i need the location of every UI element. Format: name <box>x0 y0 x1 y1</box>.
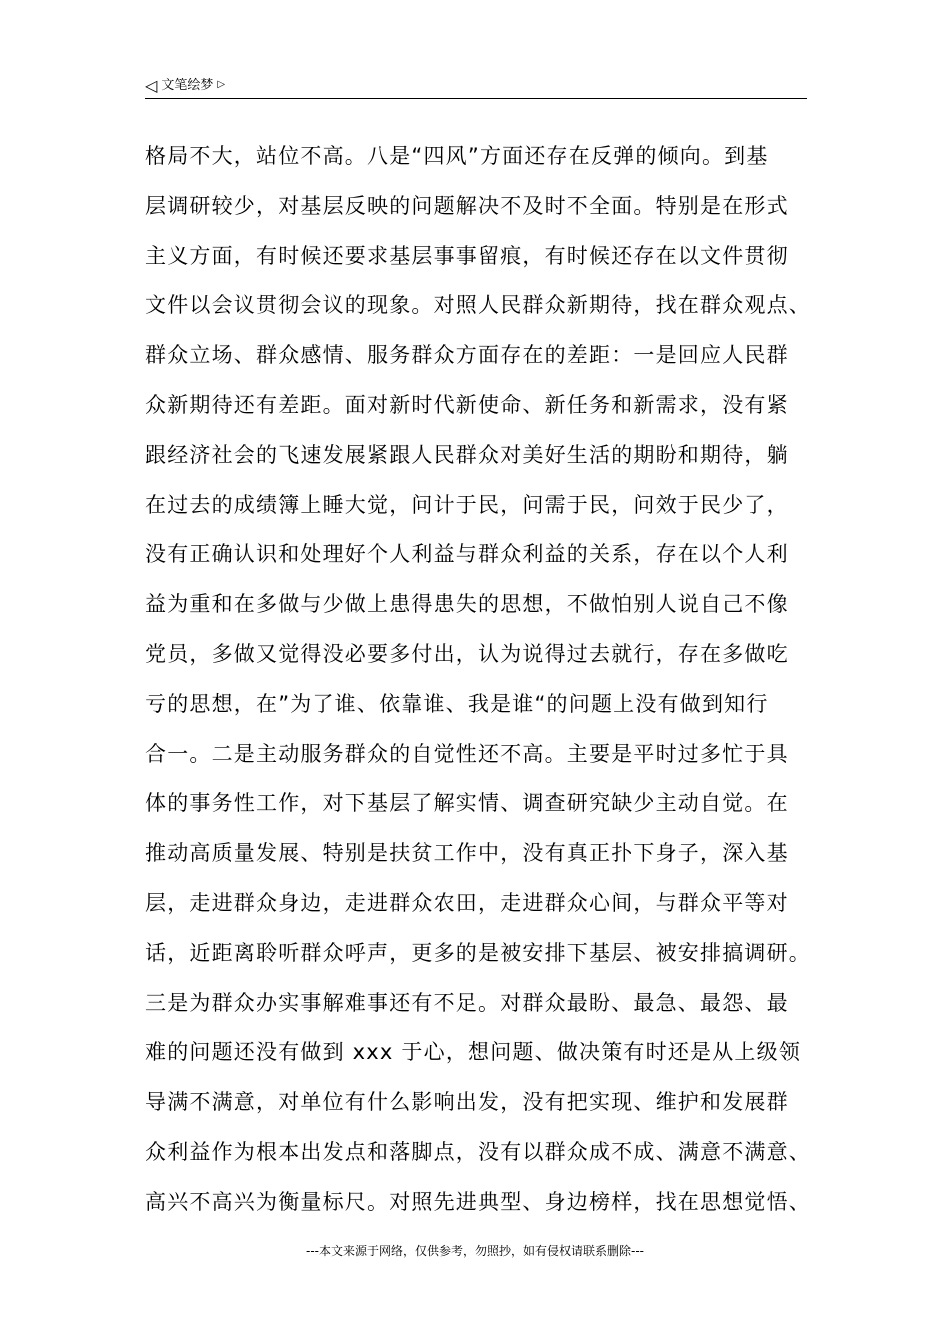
page-footer-disclaimer: ---本文来源于网络，仅供参考，勿照抄，如有侵权请联系删除--- <box>306 1244 644 1258</box>
body-line: 众新期待还有差距。面对新时代新使命、新任务和新需求，没有紧 <box>145 392 789 417</box>
header-brand <box>145 76 225 95</box>
body-line: 格局不大，站位不高。八是“四风”方面还存在反弹的倾向。到基 <box>145 144 769 168</box>
page-header <box>145 76 807 99</box>
body-line: 体的事务性工作，对下基层了解实情、调查研究缺少主动自觉。在 <box>145 791 789 816</box>
body-line: 难的问题还没有做到 xxx 于心，想问题、做决策有时还是从上级领 <box>145 1040 802 1065</box>
body-line: 高兴不高兴为衡量标尺。对照先进典型、身边榜样，找在思想觉悟、 <box>145 1189 811 1214</box>
header-title: 文笔绘梦 <box>161 78 214 93</box>
body-line: 合一。二是主动服务群众的自觉性还不高。主要是平时过多忙于具 <box>145 741 789 766</box>
body-line: 亏的思想，在”为了谁、依靠谁、我是谁“的问题上没有做到知行 <box>145 691 769 716</box>
body-line: 在过去的成绩簿上睡大觉，问计于民，问需于民，问效于民少了， <box>145 492 789 517</box>
body-line: 文件以会议贯彻会议的现象。对照人民群众新期待，找在群众观点、 <box>145 293 811 318</box>
document-body <box>145 132 815 1228</box>
body-line: 导满不满意，对单位有什么影响出发，没有把实现、维护和发展群 <box>145 1090 789 1115</box>
body-line: 党员，多做又觉得没必要多付出，认为说得过去就行，存在多做吃 <box>145 641 789 666</box>
body-line: 益为重和在多做与少做上患得患失的思想，不做怕别人说自己不像 <box>145 592 789 617</box>
triangle-left-icon: ◁ <box>145 76 158 95</box>
body-line: 没有正确认识和处理好个人利益与群众利益的关系，存在以个人利 <box>145 542 789 567</box>
body-line: 跟经济社会的飞速发展紧跟人民群众对美好生活的期盼和期待，躺 <box>145 442 789 467</box>
body-line: 层，走进群众身边，走进群众农田，走进群众心间，与群众平等对 <box>145 890 789 915</box>
triangle-right-icon: ▷ <box>217 79 226 90</box>
body-line: 众利益作为根本出发点和落脚点，没有以群众成不成、满意不满意、 <box>145 1139 811 1164</box>
body-line: 群众立场、群众感情、服务群众方面存在的差距：一是回应人民群 <box>145 343 789 368</box>
body-line: 推动高质量发展、特别是扶贫工作中，没有真正扑下身子，深入基 <box>145 841 789 866</box>
body-line: 主义方面，有时候还要求基层事事留痕，有时候还存在以文件贯彻 <box>145 243 789 268</box>
body-line: 话，近距离聆听群众呼声，更多的是被安排下基层、被安排搞调研。 <box>145 940 811 965</box>
body-line: 层调研较少，对基层反映的问题解决不及时不全面。特别是在形式 <box>145 193 789 218</box>
body-line: 三是为群众办实事解难事还有不足。对群众最盼、最急、最怨、最 <box>145 990 789 1015</box>
